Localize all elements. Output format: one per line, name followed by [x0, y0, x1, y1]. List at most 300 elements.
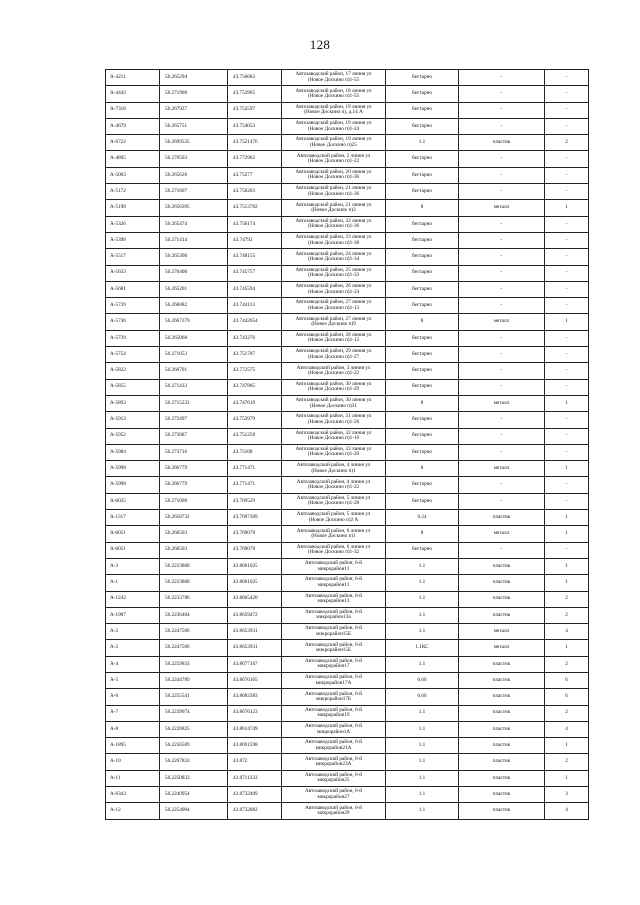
volume-cell: бестарно	[386, 542, 459, 558]
latitude-cell: 56.265626	[160, 167, 228, 183]
address-line-1: Автозаводский район, 27 линия ул	[295, 299, 372, 306]
material-cell: пластик	[459, 510, 545, 526]
container-id-cell: А-3	[106, 558, 160, 574]
address-cell	[282, 118, 386, 134]
address-line-2: (Новое Доскино п)1-22	[307, 484, 360, 491]
longitude-cell: 43.748155	[228, 249, 282, 265]
longitude-cell: 43.772962	[228, 151, 282, 167]
address-line-2: (Новое Доскино п)1-22	[307, 369, 360, 376]
latitude-cell: 56.2236404	[160, 607, 228, 623]
latitude-cell: 56.266082	[160, 298, 228, 314]
address-line-2: (Новое Доскино п)1-55	[307, 76, 360, 83]
table-row	[106, 444, 589, 460]
latitude-cell: 56.270503	[160, 151, 228, 167]
table-row	[106, 151, 589, 167]
table-row	[106, 281, 589, 297]
volume-cell: 1.1	[386, 624, 459, 640]
volume-cell: бестарно	[386, 70, 459, 86]
container-id-cell: А-5739	[106, 298, 160, 314]
longitude-cell: 43.74792	[228, 232, 282, 248]
latitude-cell: 56.270408	[160, 265, 228, 281]
container-id-cell: А-5998	[106, 461, 160, 477]
container-id-cell: А-1	[106, 575, 160, 591]
material-cell: -	[459, 70, 545, 86]
address-line-1: Автозаводский район, 31 линия ул	[295, 413, 372, 420]
longitude-cell: 43.756683	[228, 70, 282, 86]
longitude-cell: 43.872	[228, 754, 282, 770]
address-cell	[282, 591, 386, 607]
latitude-cell: 56.2667379	[160, 314, 228, 330]
material-cell: -	[459, 347, 545, 363]
address-cell	[282, 689, 386, 705]
latitude-cell: 56.273716	[160, 444, 228, 460]
container-id-cell: А-6051	[106, 526, 160, 542]
longitude-cell: 43.8659472	[228, 607, 282, 623]
address-line-2: (Новое Доскино п)1-36	[307, 223, 360, 230]
address-cell	[282, 412, 386, 428]
address-line-2: (Новое Доскино п)2	[311, 207, 356, 214]
container-id-cell: А-1907	[106, 607, 160, 623]
address-cell	[282, 656, 386, 672]
longitude-cell: 43.771471	[228, 477, 282, 493]
latitude-cell: 56.2259833	[160, 656, 228, 672]
address-line-1: Автозаводский район, 3 линия ул	[296, 364, 371, 371]
page-number: 128	[309, 37, 331, 52]
address-line-2: микрорайон13а	[316, 614, 351, 621]
count-cell: -	[545, 151, 589, 167]
latitude-cell: 56.2220825	[160, 721, 228, 737]
table-row	[106, 607, 589, 623]
material-cell: -	[459, 102, 545, 118]
container-id-cell: А-5326	[106, 216, 160, 232]
address-cell	[282, 330, 386, 346]
table-row	[106, 477, 589, 493]
address-line-2: (Новое Доскино п)1-36	[307, 190, 360, 197]
container-id-cell: А-5172	[106, 184, 160, 200]
latitude-cell: 56.2223868	[160, 558, 228, 574]
address-line-2: микрорайон1А	[316, 728, 351, 735]
latitude-cell: 56.2244789	[160, 672, 228, 688]
address-cell	[282, 379, 386, 395]
latitude-cell: 56.265474	[160, 216, 228, 232]
material-cell: пластик	[459, 705, 545, 721]
latitude-cell: 56.2254004	[160, 803, 228, 819]
address-line-1: Автозаводский район, 6-й	[304, 560, 363, 567]
longitude-cell: 43.8653931	[228, 624, 282, 640]
address-line-2: (Новое Доскино п)1-22	[307, 158, 360, 165]
container-id-cell: А-5736	[106, 314, 160, 330]
address-cell	[282, 200, 386, 216]
address-line-1: Автозаводский район, 6 линия ул	[296, 543, 371, 550]
address-cell	[282, 184, 386, 200]
table-row	[106, 330, 589, 346]
longitude-cell: 43.745594	[228, 281, 282, 297]
table-row	[106, 721, 589, 737]
longitude-cell: 43.753905	[228, 86, 282, 102]
latitude-cell: 56.271607	[160, 184, 228, 200]
volume-cell: 1.1КС	[386, 640, 459, 656]
address-cell	[282, 461, 386, 477]
material-cell: пластик	[459, 656, 545, 672]
table-row	[106, 249, 589, 265]
volume-cell: бестарно	[386, 281, 459, 297]
count-cell: -	[545, 428, 589, 444]
volume-cell: 1.1	[386, 787, 459, 803]
address-cell	[282, 395, 386, 411]
address-line-2: (Новое Доскино п)1-26	[307, 418, 360, 425]
longitude-cell: 43.747619	[228, 395, 282, 411]
count-cell: 1	[545, 558, 589, 574]
address-cell	[282, 721, 386, 737]
container-id-cell: А-7	[106, 705, 160, 721]
address-line-1: Автозаводский район, 29 линия ул	[295, 348, 372, 355]
container-id-cell: А-4805	[106, 151, 160, 167]
container-id-cell: А-5398	[106, 232, 160, 248]
longitude-cell: 43.8661025	[228, 558, 282, 574]
table-row	[106, 118, 589, 134]
material-cell: -	[459, 249, 545, 265]
volume-cell: 1.1	[386, 738, 459, 754]
address-line-2: (Новое Доскино п)1-36	[307, 174, 360, 181]
longitude-cell: 43.772575	[228, 363, 282, 379]
address-line-2: (Новое Доскино п)1-33	[307, 272, 360, 279]
longitude-cell: 43.751707	[228, 347, 282, 363]
address-line-2: (Новое Доскино п)1-27	[307, 353, 360, 360]
container-id-cell: А-4211	[106, 70, 160, 86]
address-line-1: Автозаводский район, 4 линия ул	[296, 478, 371, 485]
volume-cell: бестарно	[386, 216, 459, 232]
count-cell: -	[545, 70, 589, 86]
material-cell: -	[459, 167, 545, 183]
container-id-cell: А-5754	[106, 347, 160, 363]
address-line-1: Автозаводский район, 19 линия ул	[295, 136, 372, 143]
address-line-2: (Новое Доскино п), д.14 А	[304, 109, 363, 116]
address-line-1: Автозаводский район, 5 линия ул	[296, 511, 371, 518]
latitude-cell: 56.2256589	[160, 738, 228, 754]
count-cell: -	[545, 444, 589, 460]
longitude-cell: 43.8732082	[228, 803, 282, 819]
address-line-2: (Новое Доскино п)2 А	[308, 516, 359, 523]
material-cell: -	[459, 379, 545, 395]
address-cell	[282, 803, 386, 819]
material-cell: -	[459, 330, 545, 346]
latitude-cell: 56.265068	[160, 330, 228, 346]
count-cell: 1	[545, 395, 589, 411]
material-cell: пластик	[459, 738, 545, 754]
address-line-1: Автозаводский район, 6-й	[304, 657, 363, 664]
longitude-cell: 43.753979	[228, 412, 282, 428]
longitude-cell: 43.8661025	[228, 575, 282, 591]
table-row	[106, 461, 589, 477]
latitude-cell: 56.271053	[160, 347, 228, 363]
address-cell	[282, 444, 386, 460]
count-cell: 2	[545, 135, 589, 151]
volume-cell: бестарно	[386, 167, 459, 183]
address-line-1: Автозаводский район, 22 линия ул	[295, 217, 372, 224]
address-line-1: Автозаводский район, 25 линия ул	[295, 266, 372, 273]
volume-cell: бестарно	[386, 363, 459, 379]
address-line-1: Автозаводский район, 23 линия ул	[295, 234, 372, 241]
container-id-cell: А-6051	[106, 542, 160, 558]
material-cell: пластик	[459, 135, 545, 151]
address-line-2: микрорайон11	[317, 581, 350, 588]
address-line-2: микрорайон27	[317, 793, 350, 800]
material-cell: -	[459, 444, 545, 460]
container-id-cell: А-5633	[106, 265, 160, 281]
address-line-1: Автозаводский район, 33 линия ул	[295, 446, 372, 453]
material-cell: пластик	[459, 575, 545, 591]
container-id-cell: А-1242	[106, 591, 160, 607]
table-row	[106, 656, 589, 672]
count-cell: -	[545, 86, 589, 102]
table-row	[106, 314, 589, 330]
material-cell: -	[459, 428, 545, 444]
container-id-cell: А-5517	[106, 249, 160, 265]
material-cell: металл	[459, 395, 545, 411]
address-line-2: микрорайон17Б	[316, 695, 351, 702]
count-cell: 1	[545, 510, 589, 526]
address-line-2: микрорайон21А	[315, 744, 352, 751]
longitude-cell: 43.75108	[228, 444, 282, 460]
address-line-1: Автозаводский район, 24 линия ул	[295, 250, 372, 257]
table-row	[106, 689, 589, 705]
longitude-cell: 43.7697309	[228, 510, 282, 526]
volume-cell: 8	[386, 461, 459, 477]
address-line-2: (Новое Доскино п)25	[310, 141, 357, 148]
container-id-cell: А-1317	[106, 510, 160, 526]
volume-cell: бестарно	[386, 232, 459, 248]
material-cell: пластик	[459, 672, 545, 688]
address-cell	[282, 738, 386, 754]
count-cell: -	[545, 232, 589, 248]
longitude-cell: 43.751258	[228, 428, 282, 444]
address-line-2: (Новое Доскино п)1	[311, 467, 356, 474]
volume-cell: бестарно	[386, 412, 459, 428]
count-cell: 4	[545, 721, 589, 737]
container-id-cell: А-6722	[106, 135, 160, 151]
address-line-2: (Новое Доскино п)1-29	[307, 386, 360, 393]
material-cell: металл	[459, 624, 545, 640]
container-id-cell: А-5855	[106, 379, 160, 395]
address-cell	[282, 249, 386, 265]
volume-cell: бестарно	[386, 102, 459, 118]
address-line-2: микрорайон17	[317, 663, 350, 670]
table-row	[106, 200, 589, 216]
container-id-cell: А-5198	[106, 200, 160, 216]
count-cell: -	[545, 347, 589, 363]
longitude-cell: 43.747885	[228, 379, 282, 395]
longitude-cell: 43.8677167	[228, 656, 282, 672]
address-line-2: (Новое Доскино п)31	[310, 402, 357, 409]
longitude-cell: 43.750174	[228, 216, 282, 232]
material-cell: пластик	[459, 689, 545, 705]
longitude-cell: 43.769529	[228, 493, 282, 509]
count-cell: 1	[545, 738, 589, 754]
container-id-cell: А-5	[106, 672, 160, 688]
address-line-1: Автозаводский район, 6-й	[304, 625, 363, 632]
count-cell: -	[545, 216, 589, 232]
table-row	[106, 379, 589, 395]
material-cell: пластик	[459, 787, 545, 803]
address-line-1: Автозаводский район, 30 линия ул	[295, 380, 372, 387]
address-cell	[282, 510, 386, 526]
longitude-cell: 43.8665420	[228, 591, 282, 607]
table-row	[106, 770, 589, 786]
volume-cell: бестарно	[386, 118, 459, 134]
count-cell: 2	[545, 656, 589, 672]
count-cell: 1	[545, 526, 589, 542]
latitude-cell: 56.2247506	[160, 640, 228, 656]
latitude-cell: 56.266503	[160, 526, 228, 542]
latitude-cell: 56.265201	[160, 281, 228, 297]
address-cell	[282, 216, 386, 232]
latitude-cell: 56.266791	[160, 363, 228, 379]
table-body	[106, 70, 589, 820]
address-line-2: микрорайон17А	[315, 679, 352, 686]
latitude-cell: 56.2656395	[160, 200, 228, 216]
address-cell	[282, 102, 386, 118]
container-id-cell: А-7318	[106, 102, 160, 118]
table-row	[106, 624, 589, 640]
count-cell: -	[545, 184, 589, 200]
address-cell	[282, 265, 386, 281]
longitude-cell: 43.8614749	[228, 721, 282, 737]
count-cell: 1	[545, 575, 589, 591]
address-cell	[282, 70, 386, 86]
address-line-2: микрорайон29	[317, 810, 350, 816]
latitude-cell: 56.271433	[160, 379, 228, 395]
address-cell	[282, 151, 386, 167]
volume-cell: бестарно	[386, 86, 459, 102]
longitude-cell: 43.8732409	[228, 787, 282, 803]
material-cell: -	[459, 184, 545, 200]
longitude-cell: 43.752597	[228, 102, 282, 118]
address-line-1: Автозаводский район, 21 линия ул	[295, 201, 372, 208]
table-row	[106, 526, 589, 542]
count-cell: -	[545, 298, 589, 314]
address-line-2: (Новое Доскино п)1-38	[307, 239, 360, 246]
container-id-cell: А-4443	[106, 86, 160, 102]
count-cell: -	[545, 281, 589, 297]
material-cell: -	[459, 118, 545, 134]
address-cell	[282, 86, 386, 102]
material-cell: пластик	[459, 558, 545, 574]
volume-cell: бестарно	[386, 379, 459, 395]
container-id-cell: А-8	[106, 721, 160, 737]
table-row	[106, 803, 589, 819]
address-line-1: Автозаводский район, 4 линия ул	[296, 462, 371, 469]
address-cell	[282, 607, 386, 623]
count-cell: 2	[545, 754, 589, 770]
material-cell: металл	[459, 314, 545, 330]
volume-cell: 8	[386, 314, 459, 330]
volume-cell: 1.1	[386, 803, 459, 819]
count-cell: -	[545, 118, 589, 134]
table-row	[106, 216, 589, 232]
address-line-1: Автозаводский район, 27 линия ул	[295, 315, 372, 322]
container-id-cell: А-5681	[106, 281, 160, 297]
longitude-cell: 43.771471	[228, 461, 282, 477]
count-cell: -	[545, 167, 589, 183]
count-cell: -	[545, 412, 589, 428]
address-line-1: Автозаводский район, 21 линия ул	[295, 185, 372, 192]
latitude-cell: 56.265294	[160, 70, 228, 86]
address-cell	[282, 281, 386, 297]
material-cell: пластик	[459, 721, 545, 737]
address-line-1: Автозаводский район, 6-й	[304, 755, 363, 762]
address-cell	[282, 298, 386, 314]
count-cell: 3	[545, 787, 589, 803]
address-line-2: (Новое Доскино п)1-12	[307, 337, 360, 344]
address-cell	[282, 770, 386, 786]
container-id-cell: А-11	[106, 770, 160, 786]
count-cell: 2	[545, 705, 589, 721]
address-line-1: Автозаводский район, 6-й	[304, 804, 363, 811]
address-cell	[282, 428, 386, 444]
count-cell: 1	[545, 640, 589, 656]
count-cell: 6	[545, 672, 589, 688]
count-cell: 1	[545, 461, 589, 477]
volume-cell: 1.1	[386, 770, 459, 786]
latitude-cell: 56.271908	[160, 86, 228, 102]
address-line-2: микрорайон15Б	[316, 630, 351, 637]
count-cell: 1	[545, 200, 589, 216]
volume-cell: бестарно	[386, 444, 459, 460]
volume-cell: 1.1	[386, 135, 459, 151]
address-cell	[282, 787, 386, 803]
address-line-1: Автозаводский район, 6-й	[304, 690, 363, 697]
table-row	[106, 754, 589, 770]
latitude-cell: 56.2240954	[160, 787, 228, 803]
latitude-cell: 56.266779	[160, 477, 228, 493]
container-id-cell: А-5952	[106, 428, 160, 444]
address-line-2: (Новое Доскино п)1-24	[307, 125, 360, 132]
container-id-cell: А-6	[106, 689, 160, 705]
container-id-cell: А-4679	[106, 118, 160, 134]
table-row	[106, 787, 589, 803]
material-cell: -	[459, 298, 545, 314]
table-row	[106, 510, 589, 526]
count-cell: 1	[545, 770, 589, 786]
latitude-cell: 56.2658732	[160, 510, 228, 526]
latitude-cell: 56.271414	[160, 232, 228, 248]
material-cell: пластик	[459, 607, 545, 623]
material-cell: -	[459, 232, 545, 248]
address-line-2: микрорайон25	[317, 777, 350, 784]
address-line-1: Автозаводский район, 6-й	[304, 706, 363, 713]
address-line-2: (Новое Доскино п)1-20	[307, 451, 360, 458]
material-cell: -	[459, 86, 545, 102]
longitude-cell: 43.8653931	[228, 640, 282, 656]
volume-cell: 0.24	[386, 510, 459, 526]
longitude-cell: 43.8691598	[228, 738, 282, 754]
material-cell: -	[459, 281, 545, 297]
count-cell: 2	[545, 607, 589, 623]
volume-cell: 1.1	[386, 656, 459, 672]
address-cell	[282, 347, 386, 363]
address-cell	[282, 232, 386, 248]
table-row	[106, 298, 589, 314]
count-cell: -	[545, 477, 589, 493]
address-line-2: микрорайон23А	[315, 761, 352, 768]
waste-container-registry-table	[105, 69, 589, 820]
container-id-cell: А-5822	[106, 363, 160, 379]
material-cell: -	[459, 216, 545, 232]
latitude-cell: 56.2223868	[160, 575, 228, 591]
volume-cell: 1.1	[386, 754, 459, 770]
address-cell	[282, 363, 386, 379]
volume-cell: бестарно	[386, 249, 459, 265]
